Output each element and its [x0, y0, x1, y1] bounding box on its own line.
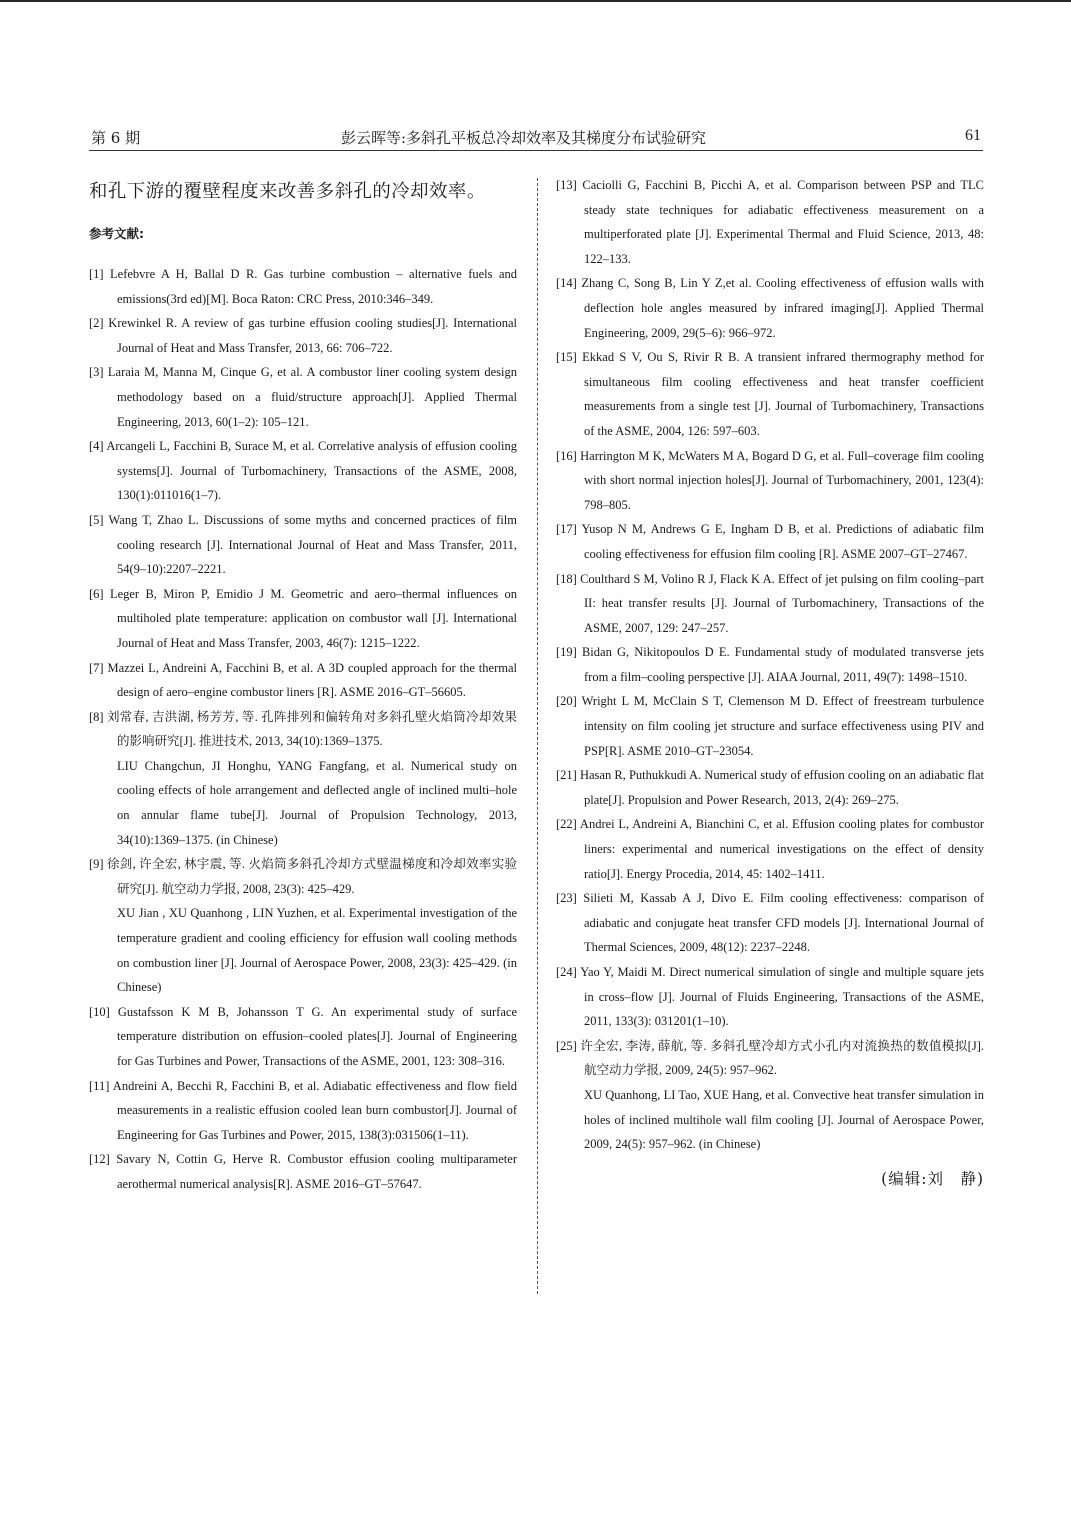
- reference-text: [7] Mazzei L, Andreini A, Facchini B, et al. A 3D coupled approach for the thermal design of aero–engine combustor liners [R]. ASME 2016–GT–56605.: [89, 660, 517, 700]
- reference-item: [556, 689, 984, 763]
- editor-credit: (编辑:刘 静): [881, 1169, 984, 1188]
- reference-item: [89, 1074, 517, 1148]
- reference-item: [89, 656, 517, 705]
- reference-item: [556, 886, 984, 960]
- issue-number: 第 6 期: [91, 129, 141, 147]
- reference-text: [8] 刘常春, 吉洪湖, 杨芳芳, 等. 孔阵排列和偏转角对多斜孔壁火焰筒冷却效果的影响研究[J]. 推进技术, 2013, 34(10):1369–1375.: [89, 709, 517, 749]
- reference-text: [1] Lefebvre A H, Ballal D R. Gas turbine combustion – alternative fuels and emissions(3rd ed)[M]. Boca Raton: CRC Press, 2010:346–349.: [89, 267, 517, 306]
- page-number: 61: [965, 127, 981, 144]
- reference-text: [4] Arcangeli L, Facchini B, Surace M, et al. Correlative analysis of effusion cooling systems[J]. Journal of Turbomachinery, Transactions of the ASME, 2008, 130(1):011016(1–7).: [89, 439, 517, 503]
- reference-item: [556, 763, 984, 812]
- references-heading: 参考文献:: [89, 226, 144, 241]
- reference-text: [12] Savary N, Cottin G, Herve R. Combustor effusion cooling multiparameter aerothermal numerical analysis[R]. ASME 2016–GT–57647.: [89, 1152, 517, 1191]
- reference-list-left: [89, 262, 517, 1197]
- left-column: [89, 170, 517, 1197]
- reference-english-translation: XU Jian , XU Quanhong , LIN Yuzhen, et al. Experimental investigation of the temperature gradient and cooling efficiency for effusion wall cooling methods on combustion liner [J]. Journal of Aerospace Power, 2008, 23(3): 425–429. (in Chinese): [117, 906, 517, 995]
- reference-item: [556, 444, 984, 518]
- reference-text: [25] 许全宏, 李涛, 薛航, 等. 多斜孔壁冷却方式小孔内对流换热的数值模拟[J]. 航空动力学报, 2009, 24(5): 957–962.: [556, 1038, 984, 1078]
- reference-item: [89, 705, 517, 853]
- reference-english-translation: XU Quanhong, LI Tao, XUE Hang, et al. Convective heat transfer simulation in holes of inclined multihole wall film cooling [J]. Journal of Aerospace Power, 2009, 24(5): 957–962. (in Chinese): [584, 1087, 984, 1152]
- column-divider: [537, 178, 538, 1294]
- reference-text: [20] Wright L M, McClain S T, Clemenson M D. Effect of freestream turbulence intensity on film cooling jet structure and surface effectiveness using PIV and PSP[R]. ASME 2010–GT–23054.: [556, 694, 984, 758]
- reference-item: [89, 434, 517, 508]
- reference-text: [19] Bidan G, Nikitopoulos D E. Fundamental study of modulated transverse jets from a film–cooling perspective [J]. AIAA Journal, 2011, 49(7): 1498–1510.: [556, 645, 984, 684]
- reference-text: [6] Leger B, Miron P, Emidio J M. Geometric and aero–thermal influences on multiholed plate temperature: application on combustor wall [J]. International Journal of Heat and Mass Transfer, 2003, 46(7): 1215–1222.: [89, 586, 517, 650]
- running-header: [89, 124, 983, 151]
- reference-english-translation: LIU Changchun, JI Honghu, YANG Fangfang, et al. Numerical study on cooling effects of hole arrangement and deflected angle of inclined multi–hole on annular flame tube[J]. Journal of Propulsion Technology, 2013, 34(10):1369–1375. (in Chinese): [117, 758, 517, 847]
- reference-item: [556, 517, 984, 566]
- reference-item: [89, 262, 517, 311]
- reference-text: [9] 徐剑, 许全宏, 林宇震, 等. 火焰筒多斜孔冷却方式壁温梯度和冷却效率实验研究[J]. 航空动力学报, 2008, 23(3): 425–429.: [89, 857, 517, 896]
- running-title: 彭云晖等:多斜孔平板总冷却效率及其梯度分布试验研究: [341, 129, 707, 147]
- reference-text: [14] Zhang C, Song B, Lin Y Z,et al. Cooling effectiveness of effusion walls with deflection hole angles measured by infrared imaging[J]. Applied Thermal Engineering, 2009, 29(5–6): 966–972.: [556, 276, 984, 340]
- reference-text: [13] Caciolli G, Facchini B, Picchi A, et al. Comparison between PSP and TLC steady state techniques for adiabatic effectiveness measurement on a multiperforated plate [J]. Experimental Thermal and Fluid Science, 2013, 48: 122–133.: [556, 178, 984, 266]
- reference-text: [18] Coulthard S M, Volino R J, Flack K A. Effect of jet pulsing on film cooling–part II: heat transfer results [J]. Journal of Turbomachinery, Transactions of the ASME, 2007, 129: 247–257.: [556, 571, 984, 635]
- reference-item: [89, 1147, 517, 1196]
- reference-item: [556, 271, 984, 345]
- reference-text: [5] Wang T, Zhao L. Discussions of some myths and concerned practices of film cooling research [J]. International Journal of Heat and Mass Transfer, 2011, 54(9–10):2207–2221.: [89, 512, 517, 577]
- reference-text: [3] Laraia M, Manna M, Cinque G, et al. A combustor liner cooling system design methodology based on a fluid/structure approach[J]. Applied Thermal Engineering, 2013, 60(1–2): 105–121.: [89, 365, 517, 429]
- reference-text: [21] Hasan R, Puthukkudi A. Numerical study of effusion cooling on an adiabatic flat plate[J]. Propulsion and Power Research, 2013, 2(4): 269–275.: [556, 768, 984, 807]
- reference-text: [11] Andreini A, Becchi R, Facchini B, et al. Adiabatic effectiveness and flow field measurements in a realistic effusion cooled lean burn combustor[J]. Journal of Engineering for Gas Turbines and Power, 2015, 138(3):031506(1–11).: [89, 1078, 517, 1142]
- reference-item: [556, 345, 984, 443]
- reference-item: [556, 640, 984, 689]
- reference-text: [16] Harrington M K, McWaters M A, Bogard D G, et al. Full–coverage film cooling with short normal injection holes[J]. Journal of Turbomachinery, 2001, 123(4): 798–805.: [556, 448, 984, 512]
- right-column: [556, 170, 984, 1189]
- reference-item: [556, 960, 984, 1034]
- reference-item: [89, 582, 517, 656]
- reference-item: [89, 360, 517, 434]
- reference-item: [556, 173, 984, 271]
- reference-item: [556, 812, 984, 886]
- reference-text: [10] Gustafsson K M B, Johansson T G. An experimental study of surface temperature distribution on effusion–cooled plates[J]. Journal of Engineering for Gas Turbines and Power, Transactions of the ASME, 2001, 123: 308–316.: [89, 1004, 517, 1068]
- top-rule: [0, 0, 1071, 2]
- reference-text: [24] Yao Y, Maidi M. Direct numerical simulation of single and multiple square jets in cross–flow [J]. Journal of Fluids Engineering, Transactions of the ASME, 2011, 133(3): 031201(1–10).: [556, 965, 984, 1029]
- reference-item: [89, 508, 517, 582]
- body-tail-sentence: 和孔下游的覆壁程度来改善多斜孔的冷却效率。: [89, 181, 486, 202]
- reference-item: [89, 311, 517, 360]
- reference-text: [15] Ekkad S V, Ou S, Rivir R B. A transient infrared thermography method for simultaneous film cooling effectiveness and heat transfer coefficient measurements from a single test [J]. Journal of Turbomachinery, Transactions of the ASME, 2004, 126: 597–603.: [556, 350, 984, 438]
- reference-item: [556, 567, 984, 641]
- reference-list-right: [556, 173, 984, 1157]
- reference-item: [89, 1000, 517, 1074]
- reference-text: [22] Andrei L, Andreini A, Bianchini C, et al. Effusion cooling plates for combustor liners: experimental and numerical investigations on the effect of density ratio[J]. Energy Procedia, 2014, 45: 1402–1411.: [556, 817, 984, 881]
- reference-item: [89, 852, 517, 1000]
- reference-text: [23] Silieti M, Kassab A J, Divo E. Film cooling effectiveness: comparison of adiabatic and conjugate heat transfer CFD models [J]. International Journal of Thermal Sciences, 2009, 48(12): 2237–2248.: [556, 891, 984, 955]
- reference-text: [17] Yusop N M, Andrews G E, Ingham D B, et al. Predictions of adiabatic film cooling effectiveness for effusion film cooling [R]. ASME 2007–GT–27467.: [556, 522, 984, 561]
- reference-item: [556, 1034, 984, 1157]
- reference-text: [2] Krewinkel R. A review of gas turbine effusion cooling studies[J]. International Journal of Heat and Mass Transfer, 2013, 66: 706–722.: [89, 316, 517, 355]
